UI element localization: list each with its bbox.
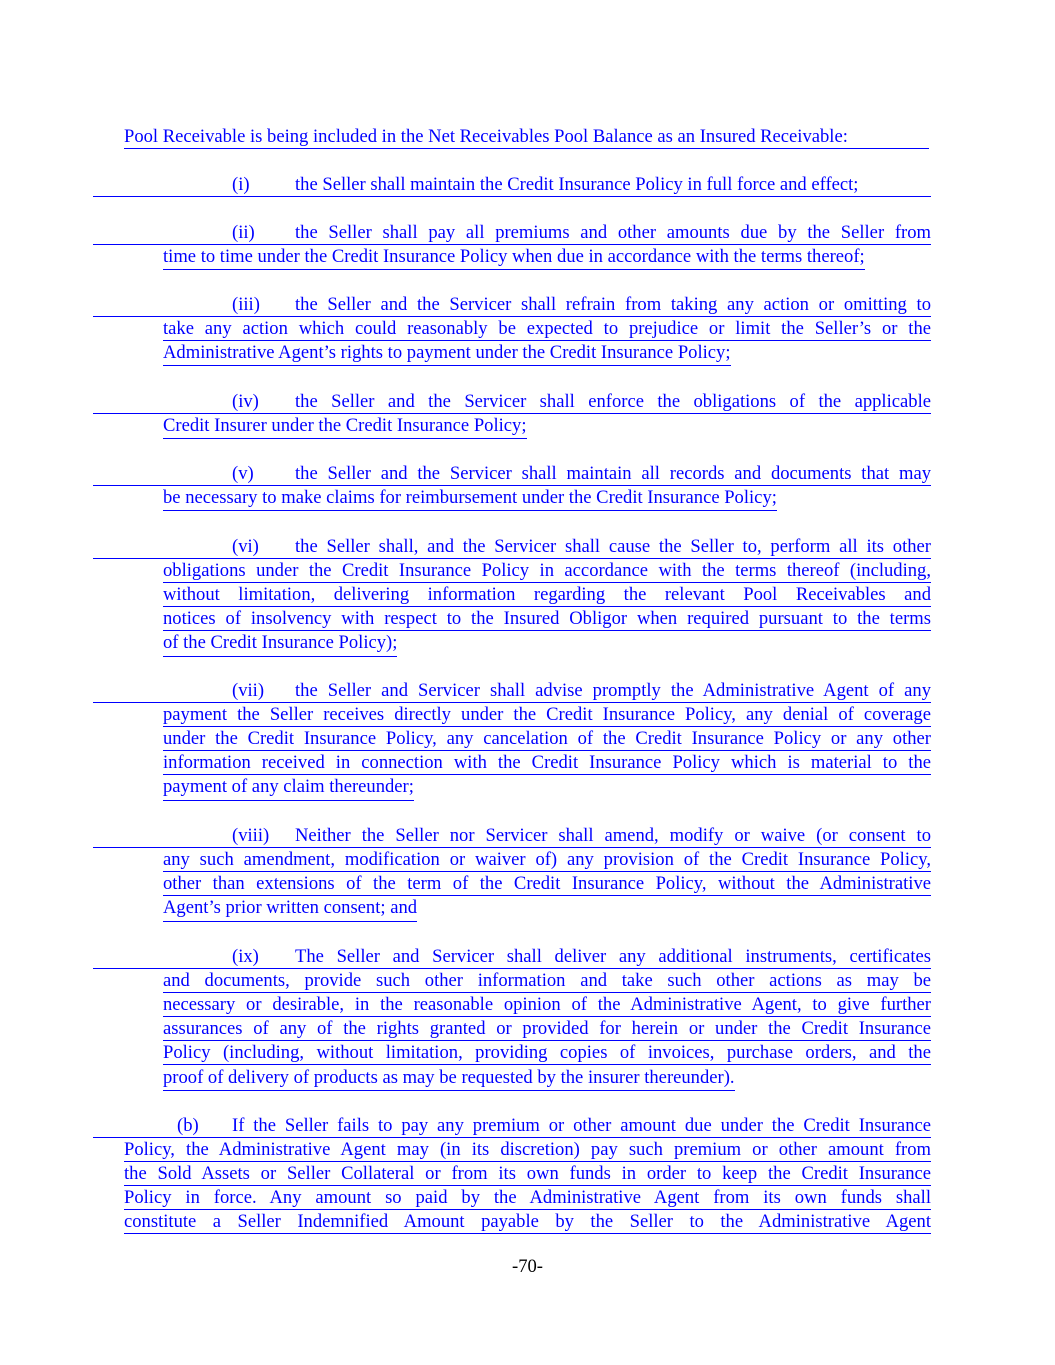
clause-label: (ix) — [232, 946, 259, 967]
line-text: Agent’s prior written consent; and — [163, 896, 417, 921]
line-text: Pool Receivable is being included in the Net Receivables Pool Balance as an Insured Receivable: — [124, 126, 848, 147]
clause-label: (iv) — [232, 391, 259, 412]
line-text: without limitation, delivering information regarding the relevant Pool Receivables and — [163, 584, 931, 606]
text-line — [163, 486, 777, 510]
text-line — [163, 993, 931, 1017]
text-line — [93, 535, 931, 559]
line-text: The Seller and Servicer shall deliver any additional instruments, certificates — [295, 946, 931, 967]
line-text: the Seller shall maintain the Credit Insurance Policy in full force and effect; — [295, 174, 859, 195]
text-line — [93, 945, 931, 969]
line-text: the Seller shall pay all premiums and other amounts due by the Seller from — [295, 222, 931, 243]
line-text: Credit Insurer under the Credit Insurance Policy; — [163, 414, 527, 439]
clause-label: (vii) — [232, 680, 265, 701]
line-text: the Seller and the Servicer shall refrain from taking any action or omitting to — [295, 294, 931, 315]
text-line — [163, 727, 931, 751]
text-line — [163, 751, 931, 775]
text-line — [163, 1017, 931, 1041]
text-line — [93, 293, 931, 317]
text-line — [163, 969, 931, 993]
text-line — [163, 317, 931, 341]
text-line — [93, 462, 931, 486]
text-line — [93, 824, 931, 848]
line-text: time to time under the Credit Insurance Policy when due in accordance with the terms thereof; — [163, 245, 865, 270]
text-line — [163, 848, 931, 872]
line-text: Policy, the Administrative Agent may (in its discretion) pay such premium or other amount from — [124, 1139, 931, 1161]
paragraph-label: (b) — [177, 1115, 199, 1136]
line-text: the Seller shall, and the Servicer shall cause the Seller to, perform all its other — [295, 536, 931, 557]
text-line — [163, 872, 931, 896]
text-line — [93, 679, 931, 703]
line-text: other than extensions of the term of the Credit Insurance Policy, without the Administrative — [163, 873, 931, 895]
clause-label: (viii) — [232, 825, 270, 846]
text-line — [93, 221, 931, 245]
line-text: the Sold Assets or Seller Collateral or from its own funds in order to keep the Credit Insurance — [124, 1163, 931, 1185]
line-text: If the Seller fails to pay any premium or other amount due under the Credit Insurance — [232, 1115, 931, 1136]
line-text: obligations under the Credit Insurance Policy in accordance with the terms thereof (including, — [163, 560, 931, 582]
line-text: the Seller and the Servicer shall enforce the obligations of the applicable — [295, 391, 931, 412]
text-line — [124, 1162, 931, 1186]
text-line — [93, 173, 931, 197]
line-text: necessary or desirable, in the reasonable opinion of the Administrative Agent, to give further — [163, 994, 931, 1016]
line-text: Neither the Seller nor Servicer shall amend, modify or waive (or consent to — [295, 825, 931, 846]
text-line — [163, 896, 417, 920]
line-text: of the Credit Insurance Policy); — [163, 631, 397, 656]
line-text: Administrative Agent’s rights to payment under the Credit Insurance Policy; — [163, 341, 731, 366]
text-line — [163, 245, 865, 269]
clause-label: (i) — [232, 174, 250, 195]
text-line — [163, 1041, 931, 1065]
line-text: constitute a Seller Indemnified Amount payable by the Seller to the Administrative Agent — [124, 1211, 931, 1233]
text-line — [163, 341, 731, 365]
line-text: the Seller and Servicer shall advise promptly the Administrative Agent of any — [295, 680, 931, 701]
text-line — [163, 703, 931, 727]
text-line — [163, 775, 414, 799]
line-text: information received in connection with the Credit Insurance Policy which is material to the — [163, 752, 931, 774]
text-line — [163, 1066, 735, 1090]
line-text: notices of insolvency with respect to the Insured Obligor when required pursuant to the terms — [163, 608, 931, 630]
line-text: be necessary to make claims for reimbursement under the Credit Insurance Policy; — [163, 486, 777, 511]
text-line — [163, 631, 397, 655]
text-line — [163, 607, 931, 631]
line-text: take any action which could reasonably be expected to prejudice or limit the Seller’s or the — [163, 318, 931, 340]
text-line — [124, 1138, 931, 1162]
line-text: payment of any claim thereunder; — [163, 775, 414, 800]
line-text: the Seller and the Servicer shall maintain all records and documents that may — [295, 463, 931, 484]
line-text: proof of delivery of products as may be requested by the insurer thereunder). — [163, 1066, 735, 1091]
clause-label: (vi) — [232, 536, 259, 557]
text-line — [93, 390, 931, 414]
text-line — [93, 1114, 931, 1138]
text-line — [124, 1210, 931, 1234]
text-line — [124, 125, 929, 149]
line-text: any such amendment, modification or waiver of) any provision of the Credit Insurance Policy, — [163, 849, 931, 871]
text-line — [163, 559, 931, 583]
clause-label: (iii) — [232, 294, 260, 315]
line-text: payment the Seller receives directly under the Credit Insurance Policy, any denial of coverage — [163, 704, 931, 726]
line-text: and documents, provide such other information and take such other actions as may be — [163, 970, 931, 992]
clause-label: (v) — [232, 463, 254, 484]
line-text: under the Credit Insurance Policy, any cancelation of the Credit Insurance Policy or any other — [163, 728, 931, 750]
text-line — [163, 414, 527, 438]
line-text: Policy in force. Any amount so paid by the Administrative Agent from its own funds shall — [124, 1187, 931, 1209]
text-line — [124, 1186, 931, 1210]
page-number: -70- — [512, 1256, 543, 1277]
line-text: Policy (including, without limitation, providing copies of invoices, purchase orders, and the — [163, 1042, 931, 1064]
clause-label: (ii) — [232, 222, 255, 243]
line-text: assurances of any of the rights granted or provided for herein or under the Credit Insurance — [163, 1018, 931, 1040]
text-line — [163, 583, 931, 607]
